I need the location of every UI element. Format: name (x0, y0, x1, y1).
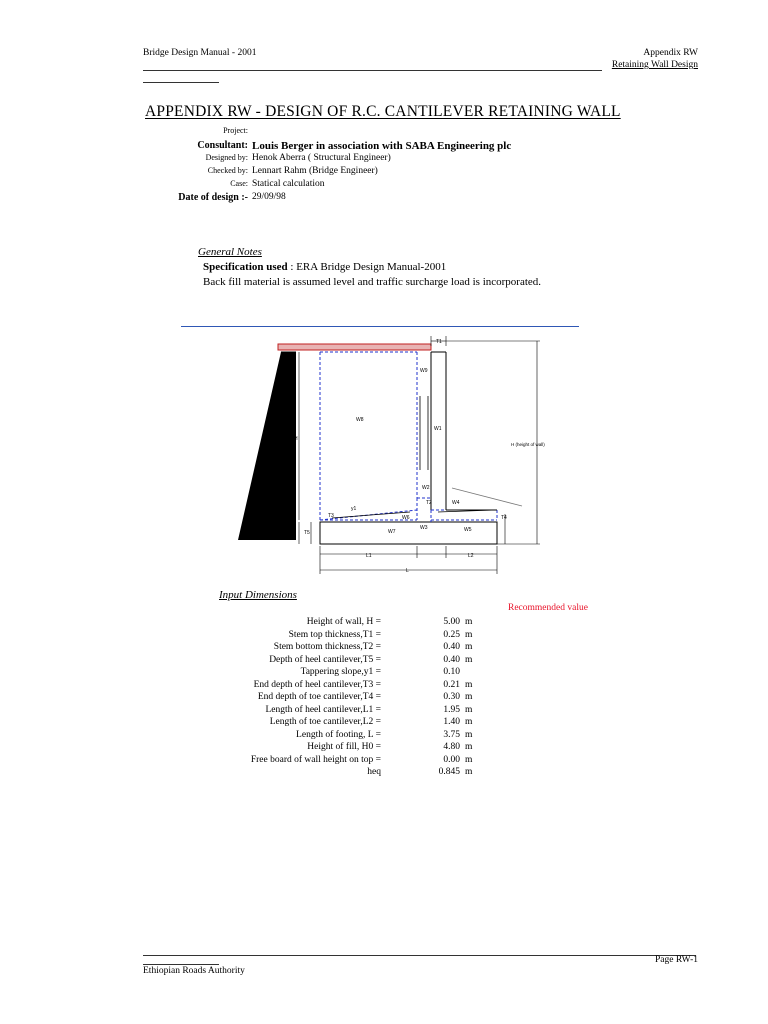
dimension-unit: m (465, 729, 473, 740)
label-t2: T2 (426, 500, 432, 506)
dimension-unit: m (465, 692, 473, 702)
dimension-value: 1.95 (443, 704, 460, 715)
dimension-value: 0.40 (443, 654, 460, 665)
label-w7: W7 (388, 529, 396, 535)
label-t3: T3 (328, 513, 334, 519)
dimension-label: Length of footing, L = (296, 729, 381, 740)
input-dimensions-heading: Input Dimensions (219, 589, 297, 601)
dimension-unit: m (465, 629, 473, 640)
footer-left: Ethiopian Roads Authority (143, 966, 245, 976)
label-w2: W2 (422, 485, 430, 491)
label-l2: L2 (468, 553, 474, 559)
dimension-value: 0.40 (443, 642, 460, 652)
info-value: Statical calculation (252, 179, 325, 189)
info-value: Louis Berger in association with SABA Engineering plc (252, 140, 512, 152)
spec-value: : ERA Bridge Design Manual-2001 (290, 261, 447, 273)
label-h: H (294, 436, 298, 442)
dimension-value: 0.21 (443, 679, 460, 690)
backfill-note: Back fill material is assumed level and traffic surcharge load is incorporated. (203, 276, 542, 288)
label-l1: L1 (366, 553, 372, 559)
info-label: Consultant: (197, 140, 248, 151)
dimension-value: 0.10 (443, 667, 460, 677)
dimension-label: End depth of toe cantilever,T4 = (257, 692, 381, 702)
info-value: Lennart Rahm (Bridge Engineer) (252, 166, 378, 176)
label-w5: W5 (464, 527, 472, 533)
dimension-label: End depth of heel cantilever,T3 = (253, 679, 381, 690)
dimension-label: Stem bottom thickness,T2 = (273, 642, 381, 652)
info-value: 29/09/98 (252, 192, 286, 202)
dimension-value: 4.80 (443, 742, 460, 752)
header-short-rule (143, 82, 219, 83)
dimension-label: Height of wall, H = (306, 617, 381, 627)
label-w4: W4 (452, 500, 460, 506)
label-y: y1 (351, 506, 357, 512)
dimension-value: 3.75 (443, 729, 460, 740)
spec-label: Specification used (203, 261, 288, 273)
label-w3: W3 (420, 525, 428, 531)
dimension-label: Height of fill, H0 = (307, 742, 381, 752)
label-h-desc: H (height of wall) (511, 442, 545, 447)
specification-line (203, 261, 446, 273)
dimension-unit: m (465, 717, 473, 727)
dimension-label: Stem top thickness,T1 = (288, 629, 381, 640)
general-notes-heading: General Notes (198, 246, 262, 258)
footer-rule (143, 955, 696, 956)
footer-short-rule (143, 964, 219, 965)
header-rule (143, 70, 602, 71)
footer-right: Page RW-1 (654, 955, 698, 965)
header-right-top: Appendix RW (643, 48, 698, 58)
dimension-value: 1.40 (443, 717, 460, 727)
label-t4: T4 (501, 515, 507, 521)
label-l: L (406, 568, 409, 574)
dimension-label: Length of toe cantilever,L2 = (269, 717, 381, 727)
dimension-value: 0.25 (443, 629, 460, 640)
label-w6: W6 (402, 515, 410, 521)
info-label: Checked by: (207, 166, 248, 175)
info-label: Designed by: (205, 153, 248, 162)
dimension-unit: m (465, 754, 473, 765)
dimension-label: Depth of heel cantilever,T5 = (269, 654, 381, 665)
dimension-value: 5.00 (443, 617, 460, 627)
info-label: Date of design :- (178, 192, 248, 203)
dimension-label: Free board of wall height on top = (250, 754, 381, 765)
dimension-value: 0.00 (443, 754, 460, 765)
top-slab (278, 344, 431, 350)
dimension-unit: m (465, 767, 473, 777)
dimension-unit: m (465, 679, 473, 690)
info-label: Project: (223, 126, 248, 135)
dimension-value: 0.30 (443, 692, 460, 702)
retaining-wall-diagram (230, 332, 560, 578)
dimension-label: Length of heel cantilever,L1 = (265, 704, 381, 715)
label-w8: W8 (356, 417, 364, 423)
dimension-unit: m (465, 742, 473, 752)
header-right-bottom: Retaining Wall Design (611, 60, 698, 70)
label-t1: T1 (436, 339, 442, 345)
dimension-unit: m (465, 704, 473, 715)
label-t5: T5 (304, 530, 310, 536)
page-title: APPENDIX RW - DESIGN OF R.C. CANTILEVER RETAINING WALL (145, 103, 621, 120)
dimension-value: 0.845 (438, 767, 460, 777)
info-value: Henok Aberra ( Structural Engineer) (252, 153, 391, 163)
header-left: Bridge Design Manual - 2001 (143, 48, 257, 58)
dimension-unit: m (465, 654, 473, 665)
dimension-unit: m (465, 617, 473, 627)
dimension-label: Tappering slope,y1 = (300, 667, 381, 677)
blue-separator (181, 326, 579, 327)
label-w1: W1 (434, 426, 442, 432)
info-label: Case: (230, 179, 248, 188)
dimension-unit: m (465, 642, 473, 652)
label-w9: W9 (420, 368, 428, 374)
dimension-label: heq (367, 767, 381, 777)
recommended-value-label: Recommended value (508, 603, 588, 613)
earth-wedge (238, 352, 296, 540)
